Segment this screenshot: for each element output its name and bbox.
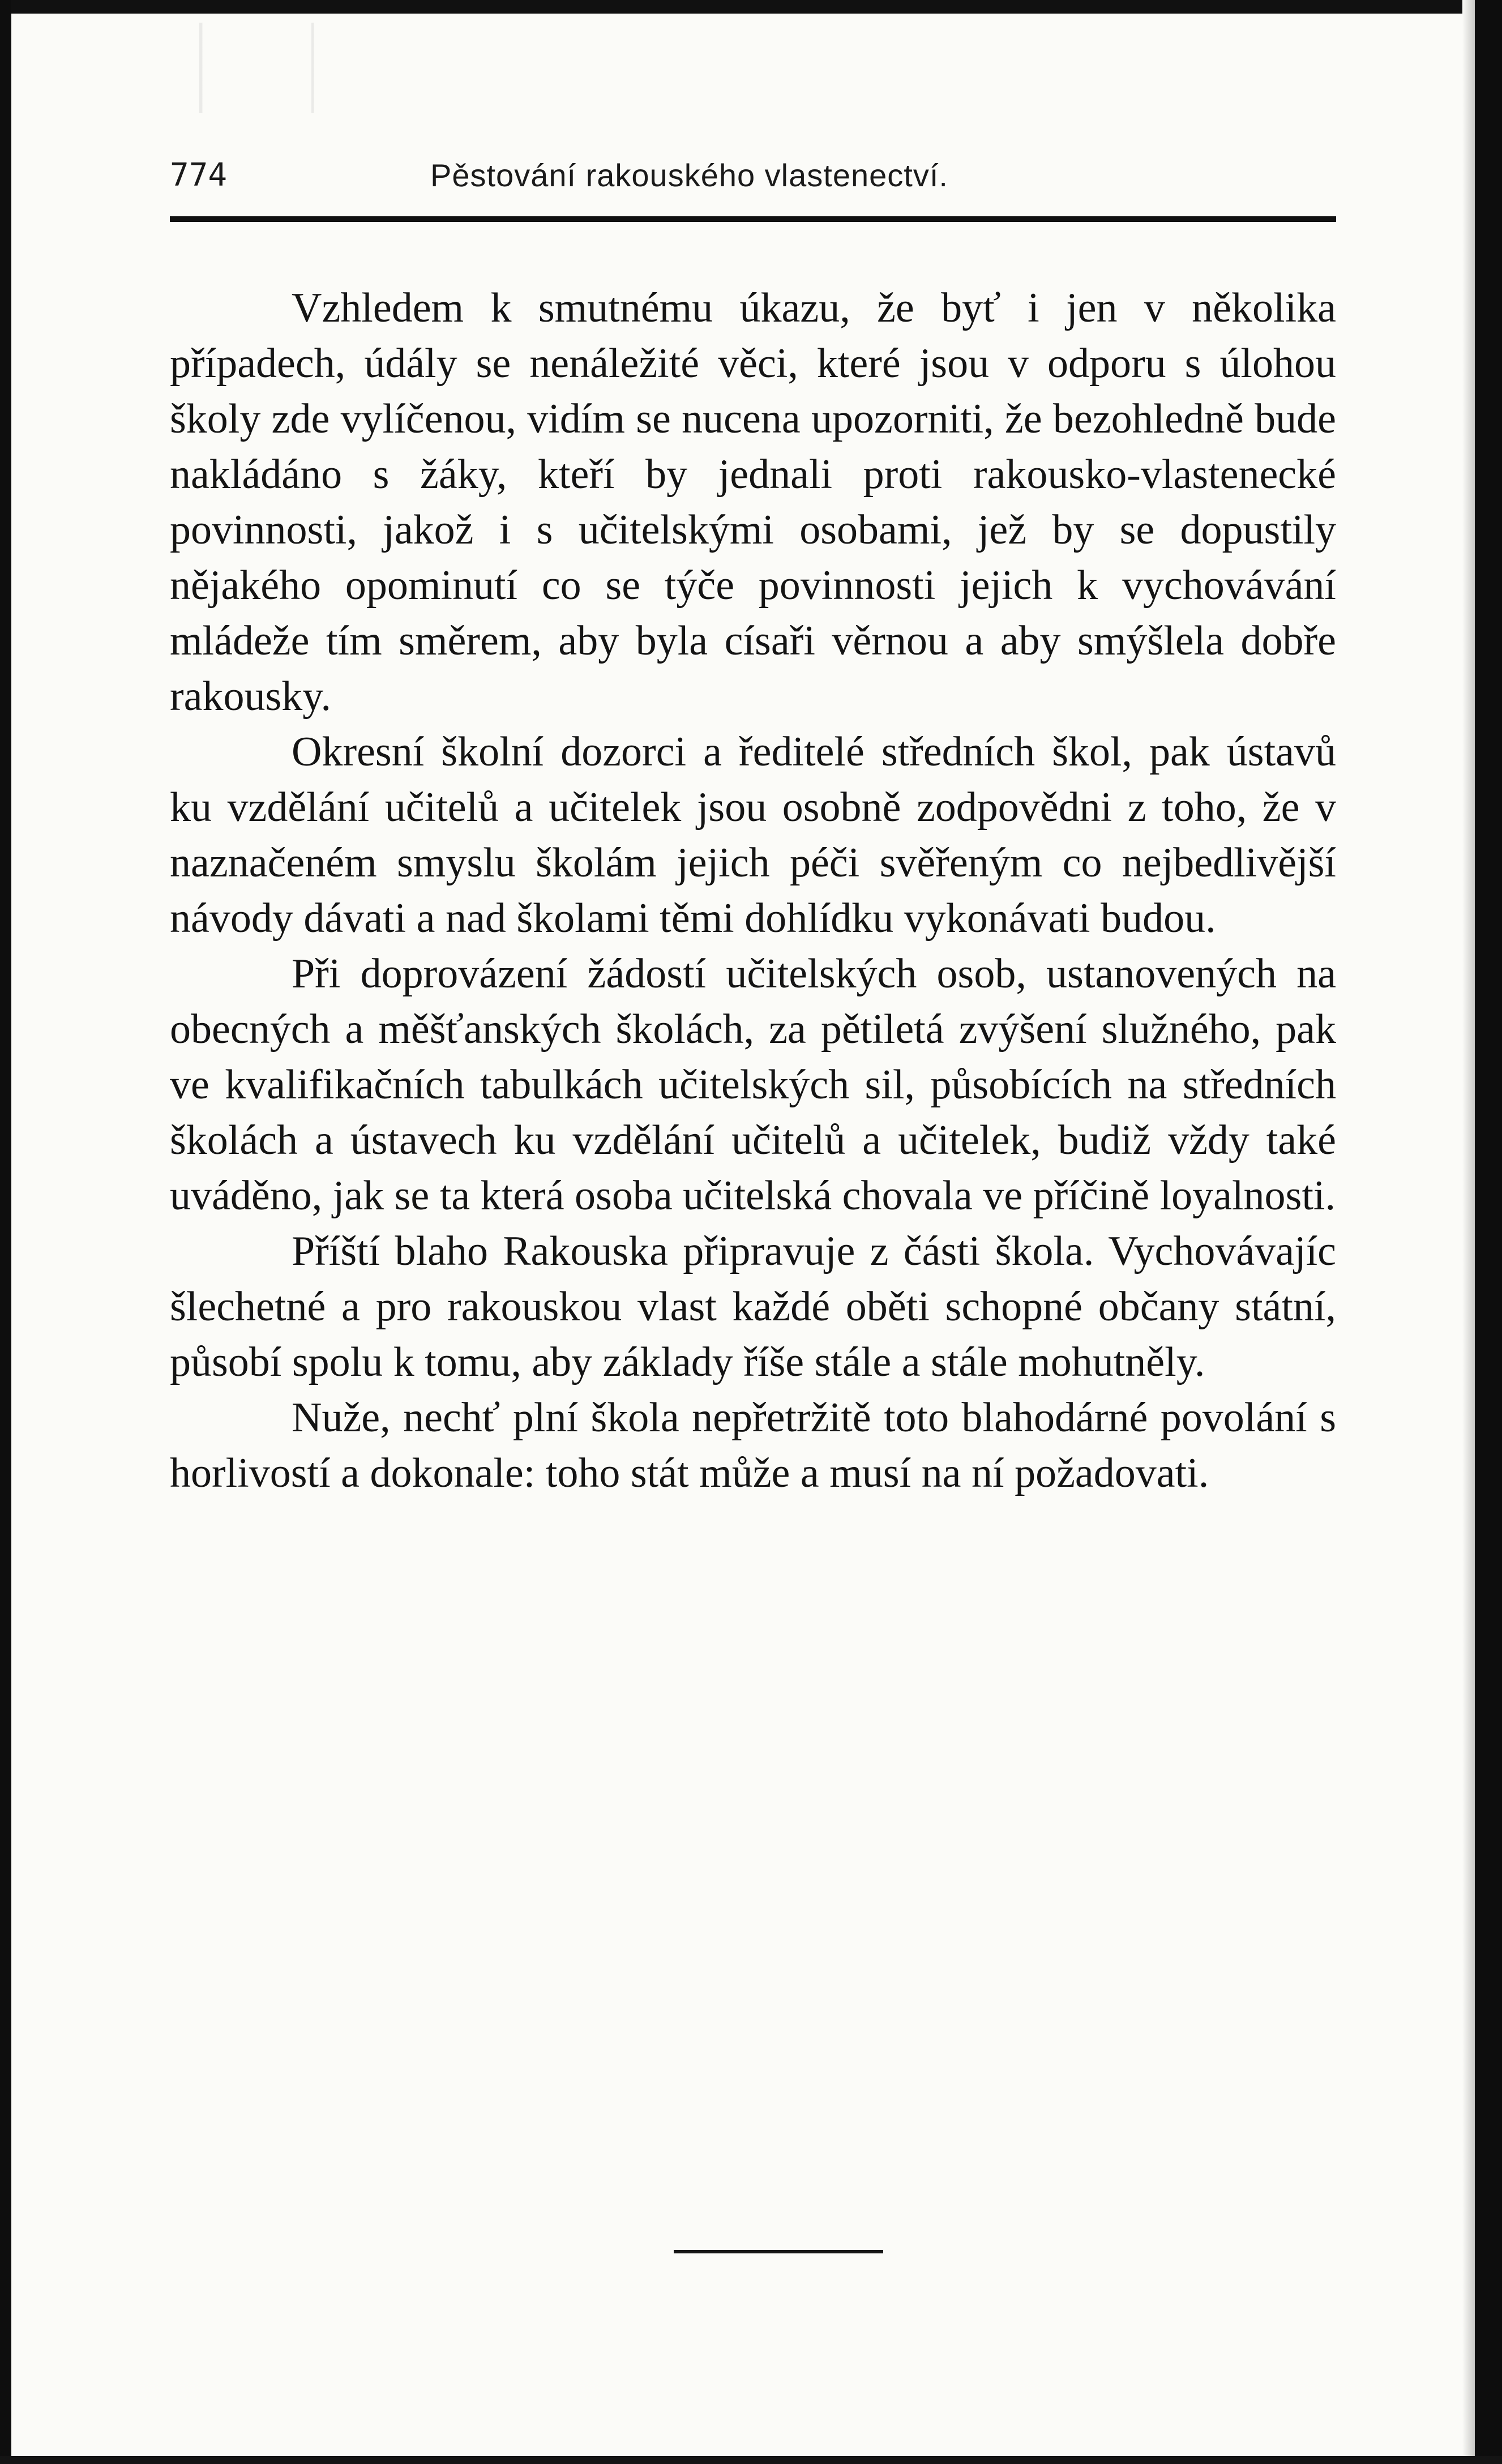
header-rule: [170, 216, 1336, 222]
paragraph: Příští blaho Rakouska připravuje z části škola. Vychovávajíc šlechetné a pro rakouskou vlast každé oběti schopné občany státní, působí spolu k tomu, aby základy říše stále a stále mohutněly.: [170, 1228, 1336, 1385]
show-through-bleed: [159, 23, 668, 113]
scan-edge-left: [0, 0, 11, 2464]
scan-edge-top: [0, 0, 1502, 14]
page-number: 774: [170, 157, 228, 194]
paragraph: Vzhledem k smutnému úkazu, že byť i jen v několika případech, údály se nenáležité věci, které jsou v odporu s úlohou školy zde vylíčenou, vidím se nucena upozorniti, že bezohledně bude nakládáno s žáky, kteří by jednali proti rakousko-vlastenecké povinnosti, jakož i s učitelskými osobami, jež by se dopustily nějakého opominutí co se týče povinnosti jejich k vychovávání mládeže tím směrem, aby byla císaři věrnou a aby smýšlela dobře rakousky.: [170, 285, 1336, 720]
scan-edge-right: [1475, 0, 1502, 2464]
body-text: [170, 280, 1336, 1501]
page-header: [170, 156, 1336, 201]
running-title: Pěstování rakouského vlastenectví.: [430, 157, 948, 193]
paragraph: Při doprovázení žádostí učitelských osob, ustanovených na obecných a měšťanských školách, za pětiletá zvýšení služného, pak ve kvalifikačních tabulkách učitelských sil, působících na středních školách a ústavech ku vzdělání učitelů a učitelek, budiž vždy také uváděno, jak se ta která osoba učitelská chovala ve příčině loyalnosti.: [170, 951, 1336, 1219]
paragraph: Nuže, nechť plní škola nepřetržitě toto blahodárné povolání s horlivostí a dokonale: toho stát může a musí na ní požadovati.: [170, 1394, 1336, 1496]
closing-rule: [674, 2250, 883, 2253]
paragraph: Okresní školní dozorci a ředitelé středních škol, pak ústavů ku vzdělání učitelů a učitelek jsou osobně zodpovědni z toho, že v naznačeném smyslu školám jejich péči svěřeným co nejbedlivější návody dávati a nad školami těmi dohlídku vykonávati budou.: [170, 729, 1336, 942]
page-shadow-right: [1462, 0, 1475, 2464]
scan-edge-bottom: [0, 2456, 1502, 2464]
